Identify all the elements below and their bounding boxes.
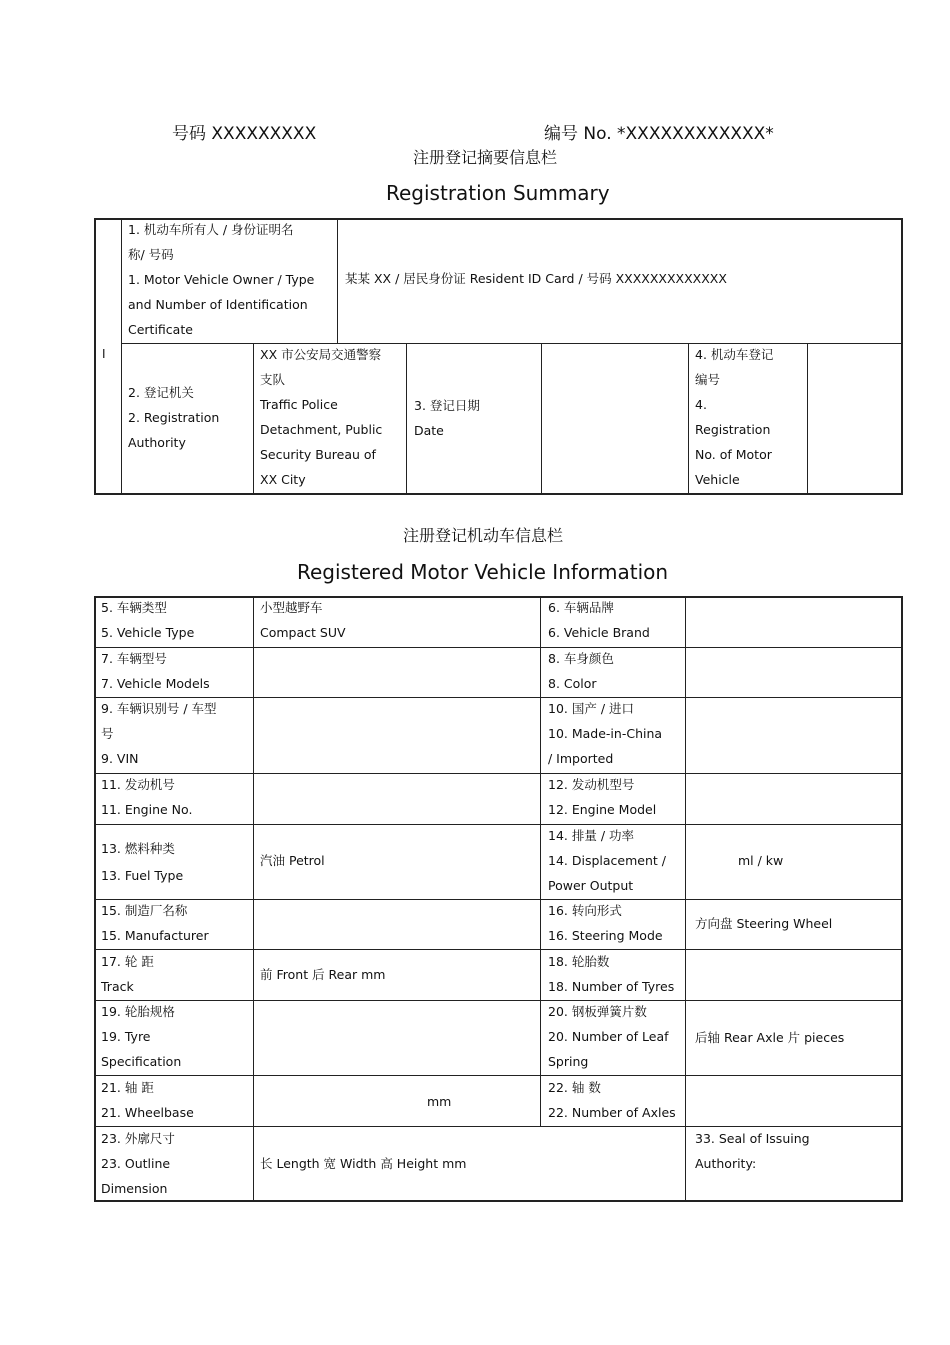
manufacturer-label: 15. 制造厂名称 15. Manufacturer: [101, 903, 209, 943]
date-label: 3. 登记日期 Date: [414, 398, 480, 438]
registration-number-label: 4. 机动车登记 编号 4. Registration No. of Motor Vehicle: [695, 347, 774, 487]
axle-count-label: 22. 轴 数 22. Number of Axles: [548, 1080, 676, 1120]
vehicle-title-en: Registered Motor Vehicle Information: [297, 560, 669, 584]
vin-label: 9. 车辆识别号 / 车型 号 9. VIN: [101, 701, 217, 766]
engine-number-label: 11. 发动机号 11. Engine No.: [101, 777, 193, 817]
fuel-type-label: 13. 燃料种类 13. Fuel Type: [101, 841, 184, 883]
outline-dimension-value: 长 Length 宽 Width 高 Height mm: [260, 1156, 467, 1171]
displacement-label: 14. 排量 / 功率 14. Displacement / Power Output: [548, 828, 666, 893]
owner-value: 某某 XX / 居民身份证 Resident ID Card / 号码 XXXXXXXXXXXXX: [345, 271, 727, 286]
displacement-value: ml / kw: [738, 853, 784, 868]
steering-mode-label: 16. 转向形式 16. Steering Mode: [548, 903, 663, 943]
authority-label: 2. 登记机关 2. Registration Authority: [128, 385, 220, 450]
fuel-type-value: 汽油 Petrol: [260, 853, 325, 868]
summary-title-cn: 注册登记摘要信息栏: [413, 148, 558, 167]
steering-mode-value: 方向盘 Steering Wheel: [695, 916, 833, 931]
engine-model-label: 12. 发动机型号 12. Engine Model: [548, 777, 657, 817]
leaf-spring-value: 后轴 Rear Axle 片 pieces: [695, 1030, 845, 1045]
track-value: 前 Front 后 Rear mm: [260, 967, 386, 982]
summary-title-en: Registration Summary: [386, 181, 610, 205]
tyre-count-label: 18. 轮胎数 18. Number of Tyres: [548, 954, 675, 994]
serial-number: 编号 No. *XXXXXXXXXXXX*: [544, 124, 774, 144]
issuing-authority-seal-label: 33. Seal of Issuing Authority:: [695, 1131, 810, 1171]
vehicle-type-value: 小型越野车 Compact SUV: [260, 600, 346, 640]
outline-dimension-label: 23. 外廓尺寸 23. Outline Dimension: [101, 1131, 175, 1196]
track-label: 17. 轮 距 Track: [101, 954, 154, 994]
vehicle-type-label: 5. 车辆类型 5. Vehicle Type: [101, 600, 195, 640]
authority-value: XX 市公安局交通警察 支队 Traffic Police Detachment, Public Security Bureau of XX City: [260, 347, 383, 487]
owner-label: 1. 机动车所有人 / 身份证明名 称/ 号码 1. Motor Vehicle Owner / Type and Number of Identification Certificate: [128, 222, 315, 337]
document-number: 号码 XXXXXXXXX: [172, 124, 317, 144]
origin-label: 10. 国产 / 进口 10. Made-in-China / Imported: [548, 701, 663, 766]
side-mark: I: [102, 347, 106, 361]
vehicle-title-cn: 注册登记机动车信息栏: [403, 526, 564, 545]
vehicle-brand-label: 6. 车辆品牌 6. Vehicle Brand: [548, 600, 650, 640]
color-label: 8. 车身颜色 8. Color: [548, 651, 614, 691]
tyre-spec-label: 19. 轮胎规格 19. Tyre Specification: [101, 1004, 182, 1069]
leaf-spring-label: 20. 钢板弹簧片数 20. Number of Leaf Spring: [548, 1004, 669, 1069]
wheelbase-label: 21. 轴 距 21. Wheelbase: [101, 1080, 194, 1120]
vehicle-model-label: 7. 车辆型号 7. Vehicle Models: [101, 651, 210, 691]
wheelbase-value: mm: [427, 1094, 452, 1109]
